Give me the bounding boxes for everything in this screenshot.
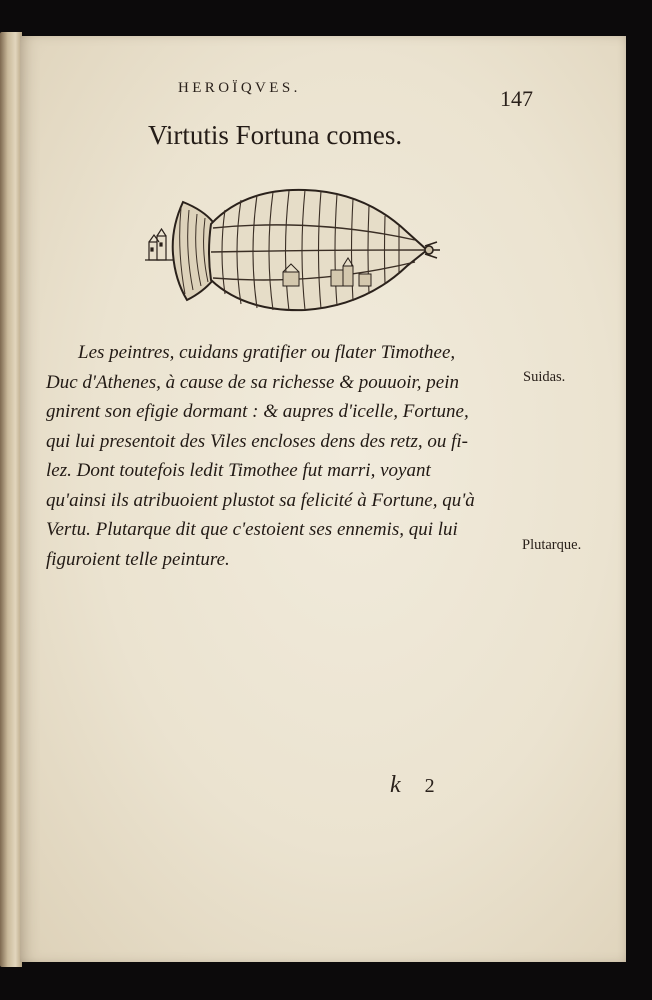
previous-page-edge	[0, 32, 22, 967]
margin-note-suidas: Suidas.	[523, 369, 566, 385]
text-line: lez. Dont toutefois ledit Timothee fut marri, voyant	[46, 460, 431, 481]
woodcut-net-basket-with-towns-icon	[145, 188, 440, 314]
margin-note-plutarque: Plutarque.	[522, 537, 582, 553]
emblem-commentary	[46, 338, 521, 574]
signature-number: 2	[424, 775, 435, 797]
text-line: Duc d'Athenes, à cause de sa richesse & pouuoir, pein	[46, 371, 460, 393]
text-line: qu'ainsi ils atribuoient plustot sa felicité à Fortune, qu'à	[46, 489, 475, 511]
text-line: figuroient telle peinture.	[46, 548, 230, 570]
text-line: qui lui presentoit des Viles encloses dens des retz, ou fi-	[46, 430, 468, 452]
page-number: 147	[500, 86, 533, 111]
running-head: HEROÏQVES.	[178, 80, 301, 96]
signature-letter: k	[390, 772, 401, 798]
text-line: Vertu. Plutarque dit que c'estoient ses ennemis, qui lui	[46, 519, 458, 540]
signature-mark	[390, 772, 435, 799]
text-line: Les peintres, cuidans gratifier ou flater Timothee,	[78, 342, 456, 363]
emblem-motto: Virtutis Fortuna comes.	[148, 120, 403, 150]
text-line: gnirent son efigie dormant : & aupres d'icelle, Fortune,	[46, 401, 469, 422]
